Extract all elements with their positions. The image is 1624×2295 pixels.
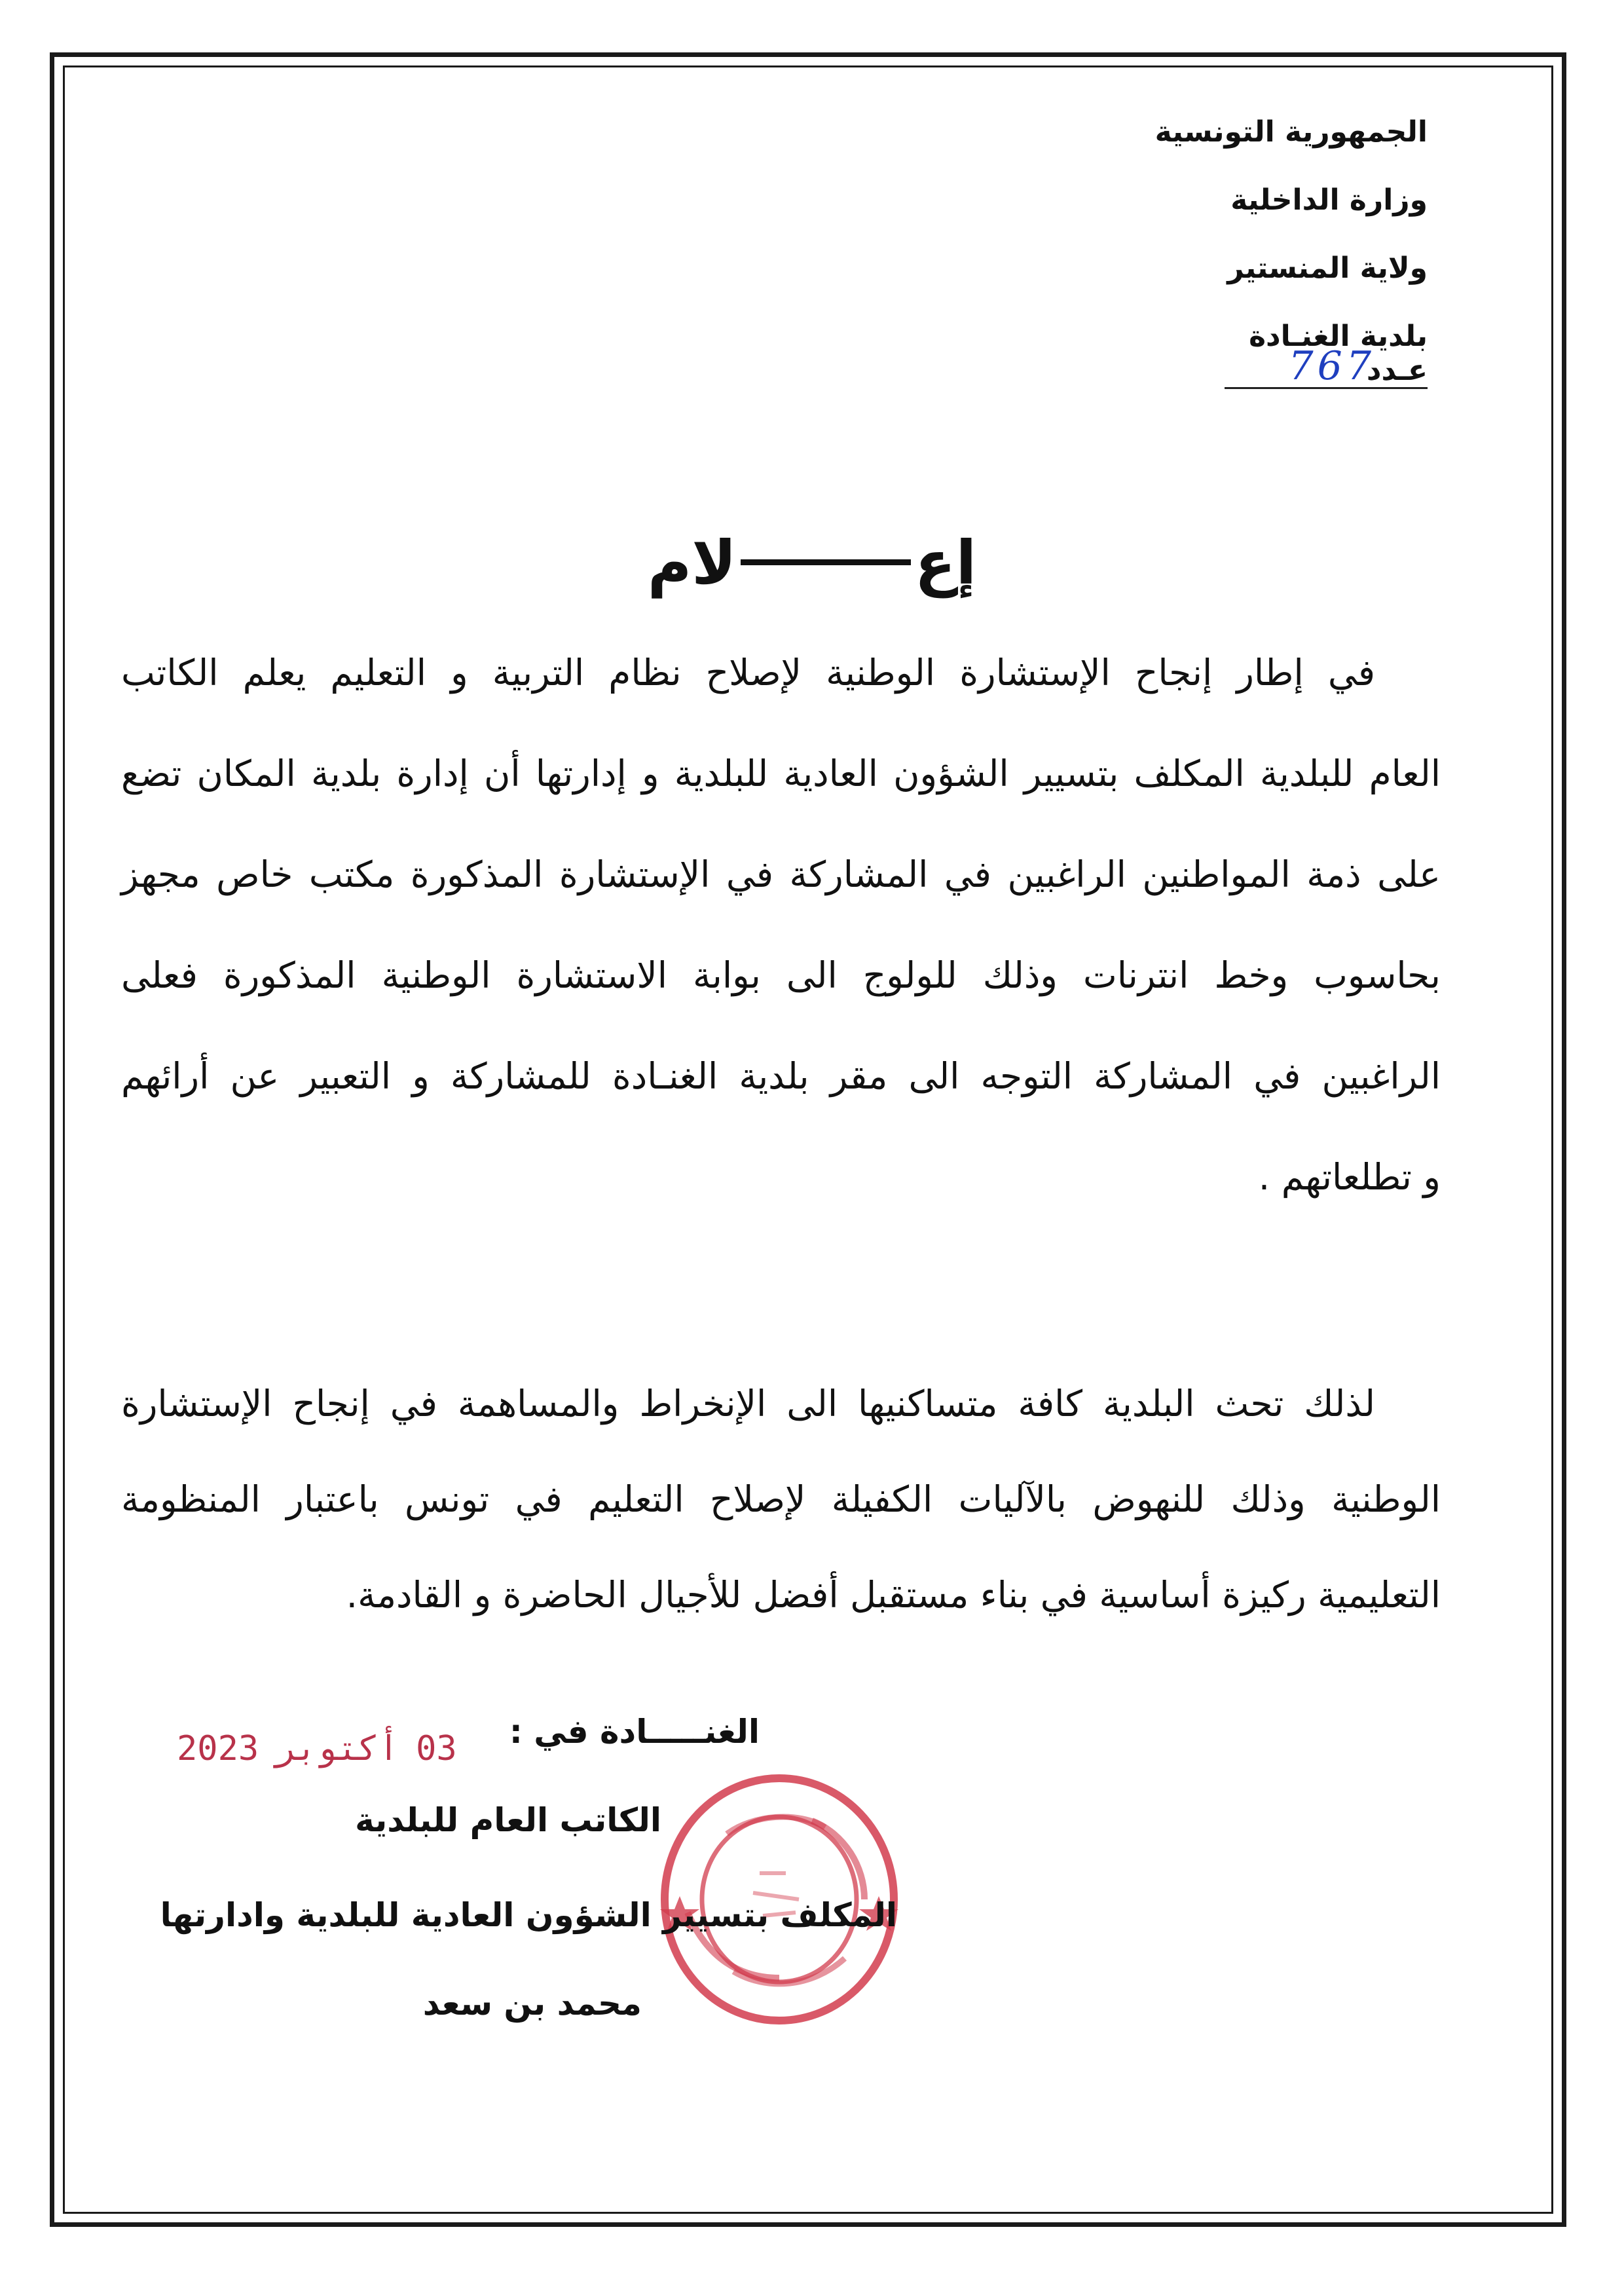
paragraph-1-line: على ذمة المواطنين الراغبين في المشاركة في الإستشارة المذكورة مكتب خاص مجهز — [121, 853, 1441, 895]
reference-label: عـدد — [1225, 354, 1428, 389]
reference-number-row — [1225, 343, 1428, 406]
republic-name: الجمهورية التونسية — [1154, 115, 1428, 149]
stamp-month: أكتوبر — [276, 1729, 399, 1768]
signature-place-date: الغنـــــادة في : — [509, 1713, 760, 1751]
reference-number: 767 — [1288, 343, 1375, 389]
signatory-role: الكاتب العام للبلدية — [355, 1801, 661, 1839]
paragraph-2 — [121, 1356, 1441, 1643]
paragraph-2-line: التعليمية ركيزة أساسية في بناء مستقبل أفضل للأجيال الحاضرة و القادمة. — [346, 1574, 1441, 1616]
stamp-day: 03 — [416, 1729, 457, 1768]
paragraph-1-line: العام للبلدية المكلف بتسيير الشؤون العادية للبلدية و إدارتها أن إدارة بلدية المكان تضع — [121, 753, 1441, 794]
paragraph-1-line: بحاسوب وخط انترنات وذلك للولوج الى بوابة الاستشارة الوطنية المذكورة فعلى — [121, 954, 1441, 996]
date-stamp — [177, 1729, 474, 1768]
title-part-first: إع — [914, 528, 977, 598]
stamp-year: 2023 — [177, 1729, 259, 1768]
municipality-name: بلدية الغنـادة — [1249, 320, 1428, 353]
governorate-name: ولاية المنستير — [1227, 252, 1428, 285]
letterhead — [1155, 98, 1428, 371]
ministry-name: وزارة الداخلية — [1230, 183, 1428, 217]
title-part-last: لام — [647, 528, 737, 598]
title-extension-stroke — [741, 559, 911, 565]
paragraph-1 — [121, 622, 1441, 1227]
document-title — [0, 524, 1624, 603]
paragraph-2-line: لذلك تحث البلدية كافة متساكنيها الى الإنخراط والمساهمة في إنجاح الإستشارة — [121, 1383, 1375, 1425]
paragraph-1-line: في إطار إنجاح الإستشارة الوطنية لإصلاح نظام التربية و التعليم يعلم الكاتب — [121, 652, 1375, 694]
paragraph-1-line: الراغبين في المشاركة التوجه الى مقر بلدية الغنـادة للمشاركة و التعبير عن أرائهم — [121, 1055, 1441, 1097]
signatory-mandate: المكلف بتسيير الشؤون العادية للبلدية وادارتها — [160, 1896, 897, 1934]
paragraph-2-line: الوطنية وذلك للنهوض بالآليات الكفيلة لإصلاح التعليم في تونس باعتبار المنظومة — [121, 1478, 1441, 1520]
paragraph-1-line: و تطلعاتهم . — [1258, 1156, 1441, 1198]
signatory-name: محمد بن سعد — [422, 1985, 642, 2023]
